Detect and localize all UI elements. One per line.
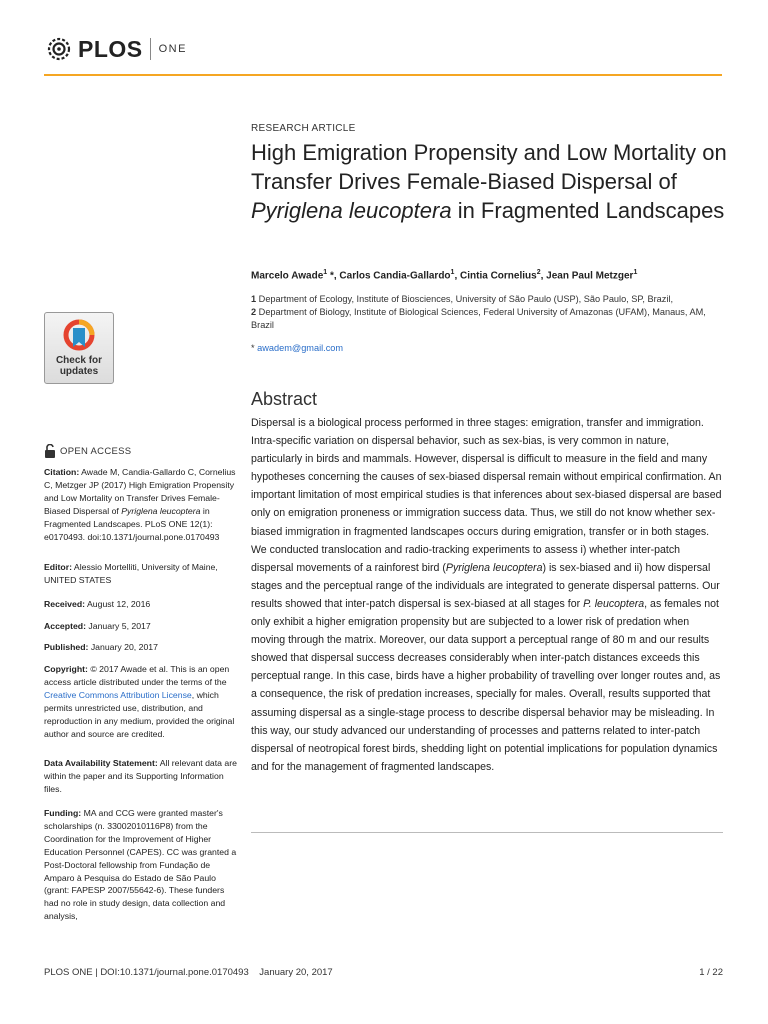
abstract-heading: Abstract [251, 389, 318, 409]
page-number: 1 / 22 [699, 967, 723, 978]
journal-name: PLOS [78, 35, 143, 62]
corresponding-email: * awadem@gmail.com [251, 343, 344, 353]
page-footer: PLOS ONE | DOI:10.1371/journal.pone.0170493 January 20, 2017 [44, 967, 333, 978]
header-rule [44, 74, 722, 76]
editor-block: Editor: Alessio Mortelliti, University of Maine, UNITED STATES [44, 562, 218, 585]
data-availability-block: Data Availability Statement: All relevant data are within the paper and its Supporting Information files. [44, 758, 237, 794]
journal-subname: ONE [158, 43, 187, 55]
citation-block: Citation: Awade M, Candia-Gallardo C, Cornelius C, Metzger JP (2017) High Emigration Propensity and Low Mortality on Transfer Drives Female-Biased Dispersal of Pyriglena leucoptera in Fragmented Landscapes. PLoS ONE 12(1): e0170493. doi:10.1371/journal.pone.0170493 [44, 467, 236, 542]
badge-line-2: updates [59, 366, 99, 377]
affiliation-1: 1 Department of Ecology, Institute of Biosciences, University of São Paulo (USP), São Paulo, SP, Brazil, [251, 294, 673, 304]
open-access-label: OPEN ACCESS [44, 444, 131, 458]
article-type: RESEARCH ARTICLE [251, 123, 356, 134]
check-for-updates-badge[interactable] [44, 312, 114, 384]
badge-line-1: Check for [55, 355, 103, 366]
author-name[interactable]: Cintia Cornelius [460, 270, 537, 282]
bookmark-ring-icon [45, 313, 113, 357]
author-name[interactable]: Marcelo Awade [251, 270, 324, 282]
funding-block: Funding: MA and CCG were granted master's scholarships (n. 33002010116P8) from the Coordination for the Improvement of Higher Education Personnel (CAPES). CC was granted a Post-Doctoral fellowship from Fundação de Amparo à Pesquisa do Estado de São Paulo (grant: FAPESP 2007/55642-6). These funders had no role in study design, data collection and analysis, [44, 808, 237, 922]
abstract-text: Dispersal is a biological process performed in three stages: emigration, transfer and immigration. Intra-specific variation on dispersal behavior, such as sex-bias, is very common in nature, particularly in birds and mammals. However, dispersal is difficult to measure in the field and many hypotheses concerning the causes of sex-biased dispersal remain without empirical confirmation. An important limitation of most empirical studies is that inferences about sex-biased dispersal are based only on emigration proneness or immigration success data. Thus, we still do not know whether sex-biased immigration in fragmented landscapes occurs during emigration, transfer or in both stages. We conducted translocation and radio-tracking experiments to assess i) whether inter-patch dispersal movements of a rainforest bird (Pyriglena leucoptera) is sex-biased and ii) how dispersal stages and the perceptual range of the individuals are integrated to generate dispersal patterns. Our results showed that inter-patch dispersal is sex-biased at all stages for P. leucoptera, as females not only exhibit a higher emigration propensity but are subjected to a lower risk of predation when moving through the matrix. Moreover, our data support a perceptual range of 80 m and our results showed that dispersal success decreases considerably when inter-patch distances exceeds this perceptual range. In this case, birds have a higher probability of travelling over longer routes and, as a consequence, the risk of predation increases, specially for males. Overall, results supported that assuming dispersal as a single-stage process to describe dispersal behavior may be misleading. In this way, our study advanced our understanding of processes and patterns related to inter-patch dispersal of neotropical forest birds, shedding light on potential implications for population dynamics and for the management of fragmented landscapes. [251, 417, 722, 773]
published-date: Published: January 20, 2017 [44, 642, 158, 652]
email-link[interactable]: awadem@gmail.com [257, 343, 344, 353]
author-name[interactable]: Carlos Candia-Gallardo [339, 270, 451, 282]
copyright-block: Copyright: © 2017 Awade et al. This is an open access article distributed under the terms of the Creative Commons Attribution License, which permits unrestricted use, distribution, and reproduction in any medium, provided the original author and source are credited. [44, 664, 235, 739]
license-link[interactable]: Creative Commons Attribution License [44, 689, 192, 700]
plos-logo-icon [44, 34, 74, 64]
logo-separator [150, 38, 151, 60]
affiliation-2: 2 Department of Biology, Institute of Biological Sciences, Federal University of Amazonas (UFAM), Manaus, AM, Brazil [251, 307, 706, 330]
journal-logo[interactable] [44, 34, 187, 64]
author-name[interactable]: Jean Paul Metzger [546, 270, 634, 282]
received-date: Received: August 12, 2016 [44, 599, 151, 609]
accepted-date: Accepted: January 5, 2017 [44, 621, 151, 631]
author-list: Marcelo Awade$^1$ *, Carlos Candia-Gallardo$^1$, Cintia Cornelius$^2$, Jean Paul Metzger$^1$ [251, 269, 638, 282]
article-title: High Emigration Propensity and Low Mortality on Transfer Drives Female-Biased Dispersal of Pyriglena leucoptera in Fragmented Landscapes [251, 140, 727, 223]
open-lock-icon [44, 444, 56, 458]
abstract-rule [251, 832, 723, 833]
title-species: Pyriglena leucoptera [251, 198, 452, 223]
